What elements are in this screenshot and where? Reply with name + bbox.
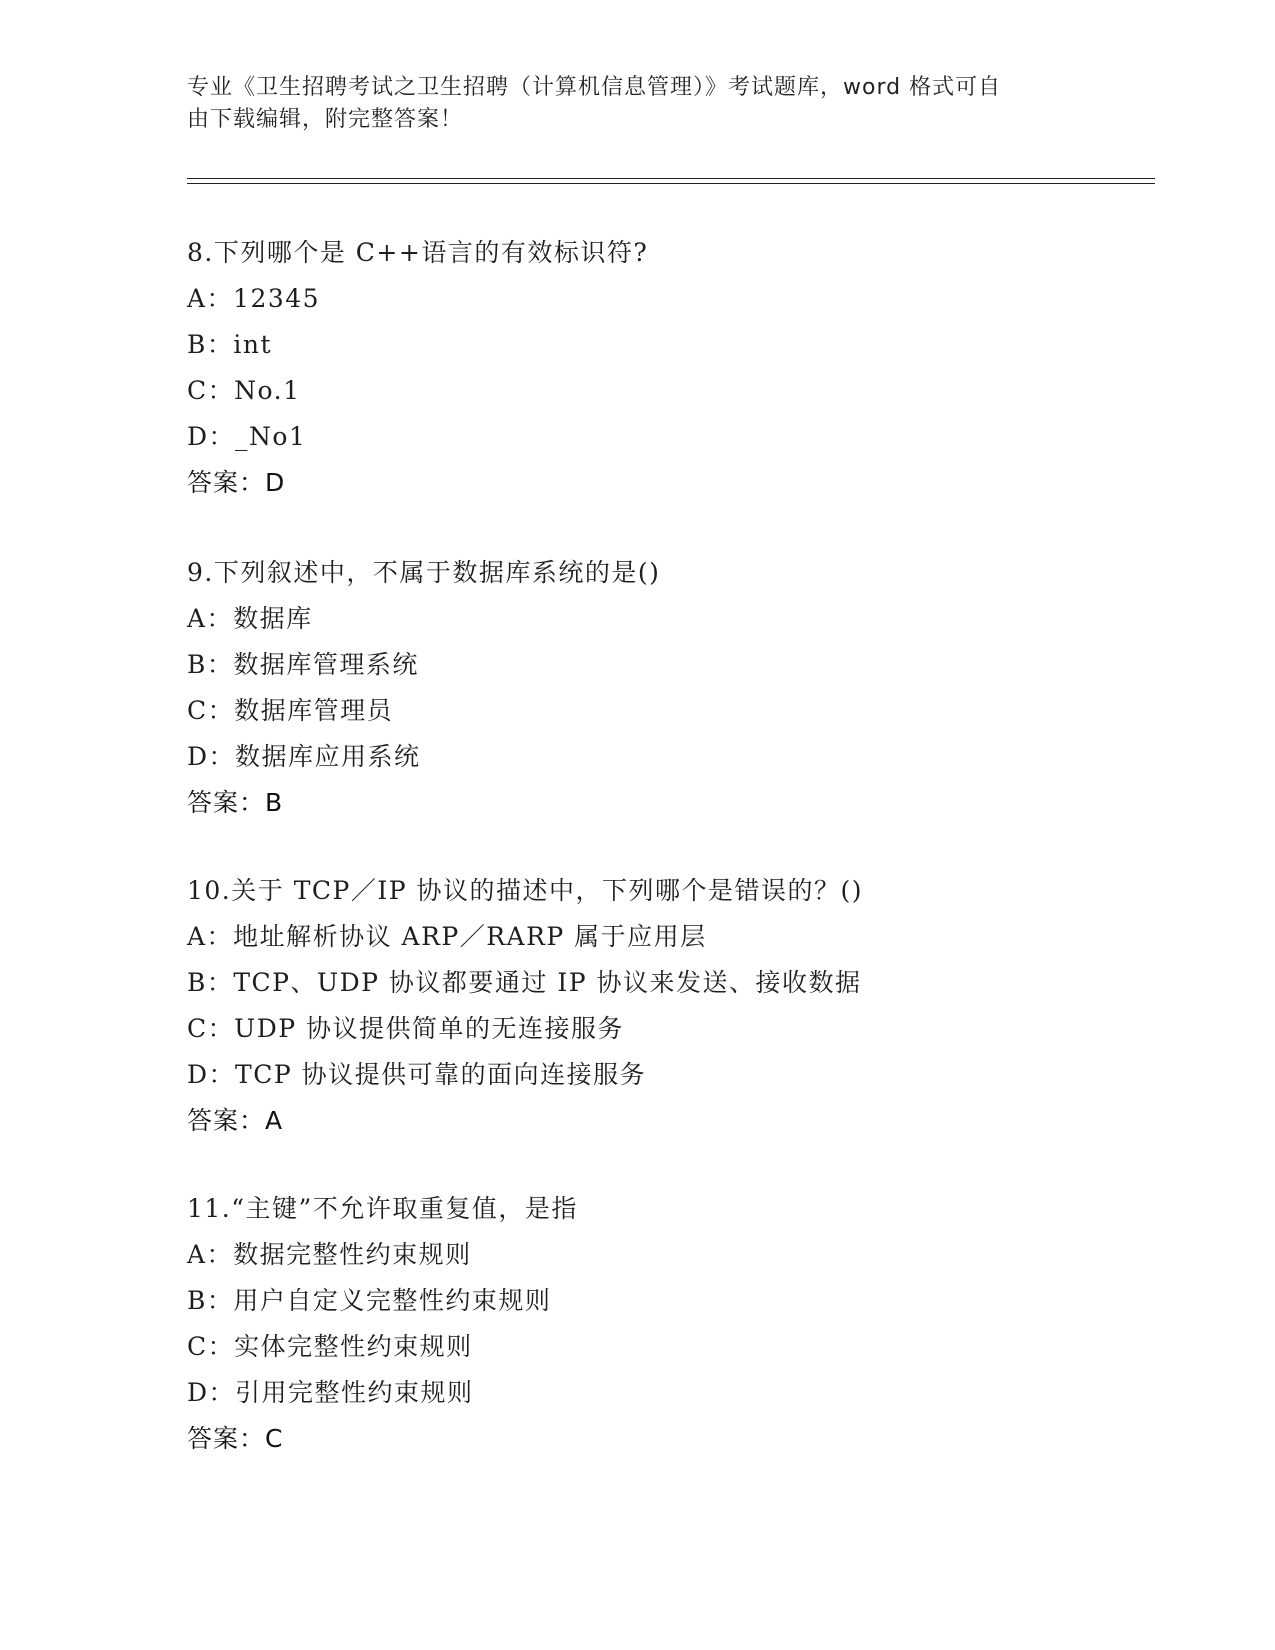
question-8 [187, 230, 1147, 506]
document-header [187, 72, 1067, 136]
option-text: 12345 [233, 284, 321, 313]
option-label: C： [187, 1332, 235, 1361]
option-label: C： [187, 376, 235, 405]
question-10 [187, 868, 1147, 1144]
option-text: 数据库应用系统 [235, 742, 421, 771]
option-label: B： [187, 330, 234, 359]
option-b [187, 642, 1147, 688]
option-label: D： [187, 742, 236, 771]
option-label: B： [187, 1286, 234, 1315]
option-text: 引用完整性约束规则 [235, 1378, 474, 1407]
option-b [187, 960, 1147, 1006]
option-a [187, 276, 1147, 322]
header-divider-top [187, 178, 1155, 179]
option-d [187, 734, 1147, 780]
option-text: TCP、UDP 协议都要通过 IP 协议来发送、接收数据 [233, 968, 862, 997]
answer-line: 答案：C [187, 1424, 284, 1453]
option-c [187, 688, 1147, 734]
option-text: 数据完整性约束规则 [233, 1240, 472, 1269]
option-label: D： [187, 422, 236, 451]
option-text: 数据库 [233, 604, 313, 633]
option-a [187, 914, 1147, 960]
option-text: 数据库管理员 [234, 696, 394, 725]
option-label: D： [187, 1060, 236, 1089]
option-text: int [233, 330, 273, 359]
option-c [187, 1324, 1147, 1370]
option-text: No.1 [234, 376, 301, 405]
option-text: 实体完整性约束规则 [234, 1332, 473, 1361]
question-11 [187, 1186, 1147, 1462]
option-text: 用户自定义完整性约束规则 [233, 1286, 552, 1315]
option-b [187, 1278, 1147, 1324]
option-label: A： [187, 284, 234, 313]
option-c [187, 368, 1147, 414]
option-text: _No1 [235, 422, 307, 451]
option-d [187, 1052, 1147, 1098]
header-line-2: 由下载编辑，附完整答案！ [187, 107, 464, 132]
question-stem: 8.下列哪个是 C++语言的有效标识符? [187, 238, 649, 267]
option-a [187, 596, 1147, 642]
option-label: A： [187, 604, 234, 633]
option-label: A： [187, 1240, 234, 1269]
option-c [187, 1006, 1147, 1052]
option-label: D： [187, 1378, 236, 1407]
option-a [187, 1232, 1147, 1278]
option-label: A： [187, 922, 234, 951]
option-text: 数据库管理系统 [233, 650, 419, 679]
answer-line: 答案：B [187, 788, 284, 817]
option-label: B： [187, 650, 234, 679]
answer-line: 答案：A [187, 1106, 284, 1135]
option-d [187, 414, 1147, 460]
option-b [187, 322, 1147, 368]
header-line-1: 专业《卫生招聘考试之卫生招聘（计算机信息管理）》考试题库，word 格式可自 [187, 75, 1002, 100]
option-label: C： [187, 1014, 235, 1043]
question-stem: 9.下列叙述中，不属于数据库系统的是() [187, 558, 661, 587]
option-d [187, 1370, 1147, 1416]
option-label: B： [187, 968, 234, 997]
option-text: 地址解析协议 ARP／RARP 属于应用层 [233, 922, 707, 951]
option-text: TCP 协议提供可靠的面向连接服务 [235, 1060, 647, 1089]
header-divider-bottom [187, 183, 1155, 184]
question-9 [187, 550, 1147, 826]
question-stem: 11.“主键”不允许取重复值，是指 [187, 1194, 578, 1223]
answer-line: 答案：D [187, 468, 286, 497]
option-label: C： [187, 696, 235, 725]
option-text: UDP 协议提供简单的无连接服务 [234, 1014, 625, 1043]
question-stem: 10.关于 TCP／IP 协议的描述中，下列哪个是错误的？() [187, 876, 863, 905]
